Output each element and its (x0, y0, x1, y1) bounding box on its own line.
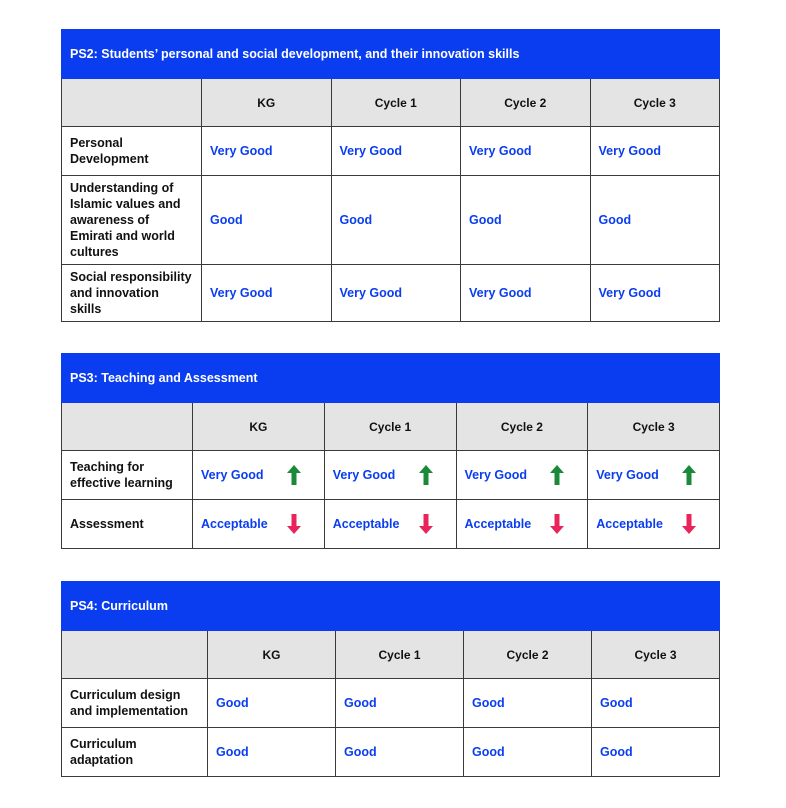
grade-cell: Good (336, 728, 464, 777)
row-label: Assessment (62, 500, 193, 549)
grade-text: Very Good (201, 468, 264, 482)
ps4-table (61, 581, 720, 777)
grade-cell: Very Good (461, 127, 591, 176)
table-row (62, 176, 720, 265)
ps2-col-cycle1: Cycle 1 (331, 79, 461, 127)
arrow-up-icon (549, 464, 565, 486)
table-row (62, 265, 720, 322)
ps3-corner (62, 403, 193, 451)
ps4-col-cycle2: Cycle 2 (464, 631, 592, 679)
grade-cell (193, 500, 325, 549)
table-row (62, 127, 720, 176)
grade-cell: Very Good (590, 265, 720, 322)
grade-cell: Very Good (331, 127, 461, 176)
grade-text: Acceptable (464, 517, 532, 531)
row-label: Curriculum design and implementation (62, 679, 208, 728)
ps3-col-cycle2: Cycle 2 (456, 403, 588, 451)
row-label: Social responsibility and innovation skills (62, 265, 202, 322)
grade-text: Very Good (596, 468, 659, 482)
arrow-up-icon (418, 464, 434, 486)
grade-cell: Good (202, 176, 332, 265)
arrow-down-icon (418, 513, 434, 535)
row-label: Personal Development (62, 127, 202, 176)
ps2-title: PS2: Students’ personal and social development, and their innovation skills (62, 30, 720, 79)
grade-cell: Very Good (461, 265, 591, 322)
arrow-down-icon (549, 513, 565, 535)
arrow-up-icon (681, 464, 697, 486)
grade-cell: Good (592, 679, 720, 728)
table-row (62, 679, 720, 728)
ps3-table (61, 353, 720, 549)
ps2-col-cycle3: Cycle 3 (590, 79, 720, 127)
arrow-down-icon (681, 513, 697, 535)
ps2-col-kg: KG (202, 79, 332, 127)
grade-cell: Very Good (202, 265, 332, 322)
grade-cell (324, 451, 456, 500)
grade-text: Acceptable (201, 517, 268, 531)
row-label: Curriculum adaptation (62, 728, 208, 777)
grade-cell: Good (461, 176, 591, 265)
ps3-col-cycle3: Cycle 3 (588, 403, 720, 451)
ps4-col-kg: KG (208, 631, 336, 679)
grade-cell (456, 500, 588, 549)
grade-cell: Good (208, 728, 336, 777)
grade-cell: Good (592, 728, 720, 777)
grade-cell: Very Good (590, 127, 720, 176)
ps4-corner (62, 631, 208, 679)
grade-cell: Very Good (331, 265, 461, 322)
grade-cell: Good (331, 176, 461, 265)
ps3-title: PS3: Teaching and Assessment (62, 354, 720, 403)
ps4-title: PS4: Curriculum (62, 582, 720, 631)
grade-cell: Very Good (202, 127, 332, 176)
grade-cell: Good (208, 679, 336, 728)
row-label: Teaching for effective learning (62, 451, 193, 500)
grade-text: Very Good (464, 468, 528, 482)
arrow-up-icon (286, 464, 302, 486)
ps3-col-cycle1: Cycle 1 (324, 403, 456, 451)
row-label: Understanding of Islamic values and awareness of Emirati and world cultures (62, 176, 202, 265)
grade-text: Acceptable (596, 517, 663, 531)
ps2-corner (62, 79, 202, 127)
grade-cell: Good (590, 176, 720, 265)
ps3-col-kg: KG (193, 403, 325, 451)
grade-text: Acceptable (332, 517, 400, 531)
grade-cell (588, 500, 720, 549)
grade-cell: Good (464, 728, 592, 777)
grade-text: Very Good (332, 468, 396, 482)
arrow-down-icon (286, 513, 302, 535)
ps4-col-cycle1: Cycle 1 (336, 631, 464, 679)
grade-cell (324, 500, 456, 549)
grade-cell (588, 451, 720, 500)
table-row (62, 728, 720, 777)
table-row (62, 451, 720, 500)
ps4-col-cycle3: Cycle 3 (592, 631, 720, 679)
grade-cell (456, 451, 588, 500)
ps2-table (61, 29, 720, 322)
ps2-col-cycle2: Cycle 2 (461, 79, 591, 127)
grade-cell: Good (464, 679, 592, 728)
table-row (62, 500, 720, 549)
grade-cell (193, 451, 325, 500)
grade-cell: Good (336, 679, 464, 728)
